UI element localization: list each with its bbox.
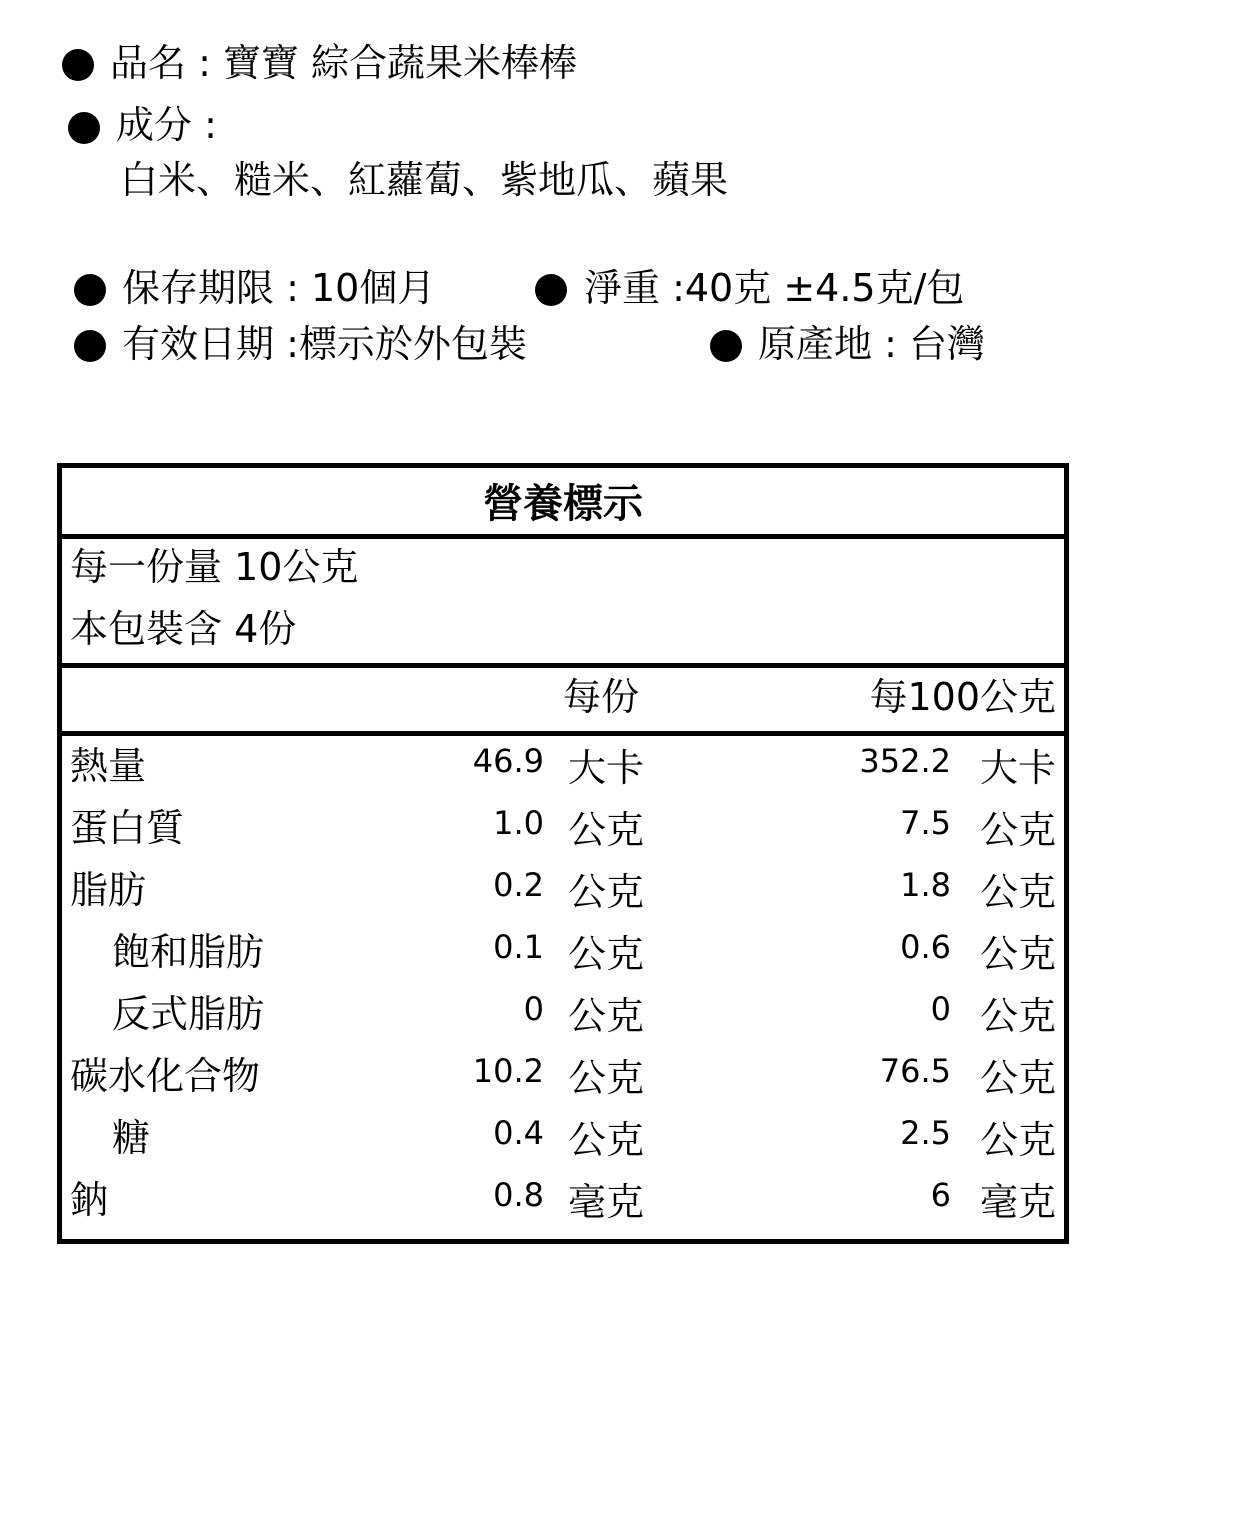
per-100g-unit: 公克 <box>979 994 1056 1038</box>
bullet-icon <box>62 49 94 81</box>
per-serving-value: 0 <box>523 990 544 1028</box>
nutrient-name: 飽和脂肪 <box>112 930 265 974</box>
per-100g-unit: 大卡 <box>979 746 1056 790</box>
per-100g-value: 1.8 <box>900 866 951 904</box>
servings-per-pack: 本包裝含 4份 <box>70 607 297 651</box>
nutrition-facts-table <box>57 463 1069 1244</box>
per-100g-unit: 公克 <box>979 808 1056 852</box>
product-name: 品名 : 寶寶 綜合蔬果米棒棒 <box>110 41 578 85</box>
nutrient-name: 熱量 <box>70 744 147 788</box>
per-100g-unit: 公克 <box>979 1118 1056 1162</box>
per-serving-value: 0.4 <box>493 1114 544 1152</box>
bullet-icon <box>68 112 100 144</box>
per-100g-value: 0.6 <box>900 928 951 966</box>
per-serving-unit: 公克 <box>568 870 645 914</box>
bullet-icon <box>535 274 567 306</box>
per-serving-unit: 公克 <box>568 808 645 852</box>
per-serving-unit: 公克 <box>568 932 645 976</box>
nutrient-name: 碳水化合物 <box>70 1054 261 1098</box>
column-header-per-serving: 每份 <box>563 675 640 719</box>
nutrition-title: 營養標示 <box>483 481 643 527</box>
per-serving-unit: 公克 <box>568 1056 645 1100</box>
per-100g-unit: 毫克 <box>979 1180 1056 1224</box>
per-serving-value: 10.2 <box>472 1052 544 1090</box>
shelf-life: 保存期限 : 10個月 <box>122 266 436 310</box>
per-serving-value: 46.9 <box>472 742 544 780</box>
per-100g-value: 2.5 <box>900 1114 951 1152</box>
per-serving-value: 0.1 <box>493 928 544 966</box>
expiry-date: 有效日期 :標示於外包裝 <box>122 322 527 366</box>
nutrient-name: 糖 <box>112 1116 151 1160</box>
nutrient-name: 蛋白質 <box>70 806 185 850</box>
divider <box>62 731 1064 736</box>
nutrient-name: 鈉 <box>70 1178 109 1222</box>
per-serving-value: 1.0 <box>493 804 544 842</box>
per-serving-unit: 大卡 <box>568 746 645 790</box>
bullet-icon <box>74 274 106 306</box>
per-100g-value: 76.5 <box>879 1052 951 1090</box>
per-100g-unit: 公克 <box>979 932 1056 976</box>
per-100g-unit: 公克 <box>979 1056 1056 1100</box>
divider <box>62 534 1064 539</box>
per-100g-value: 0 <box>930 990 951 1028</box>
nutrient-name: 脂肪 <box>70 868 147 912</box>
origin: 原產地 : 台灣 <box>758 322 985 366</box>
nutrient-name: 反式脂肪 <box>112 992 265 1036</box>
per-serving-value: 0.8 <box>493 1176 544 1214</box>
per-serving-unit: 毫克 <box>568 1180 645 1224</box>
per-100g-value: 6 <box>930 1176 951 1214</box>
divider <box>62 663 1064 668</box>
serving-size: 每一份量 10公克 <box>70 545 359 589</box>
per-100g-unit: 公克 <box>979 870 1056 914</box>
per-100g-value: 352.2 <box>859 742 951 780</box>
net-weight: 淨重 :40克 ±4.5克/包 <box>584 266 965 310</box>
per-serving-unit: 公克 <box>568 994 645 1038</box>
ingredients-label: 成分 : <box>116 103 217 147</box>
column-header-per-100g: 每100公克 <box>869 675 1056 719</box>
per-100g-value: 7.5 <box>900 804 951 842</box>
ingredients-list: 白米、糙米、紅蘿蔔、紫地瓜、蘋果 <box>120 158 729 202</box>
bullet-icon <box>710 330 742 362</box>
bullet-icon <box>74 330 106 362</box>
per-serving-value: 0.2 <box>493 866 544 904</box>
per-serving-unit: 公克 <box>568 1118 645 1162</box>
